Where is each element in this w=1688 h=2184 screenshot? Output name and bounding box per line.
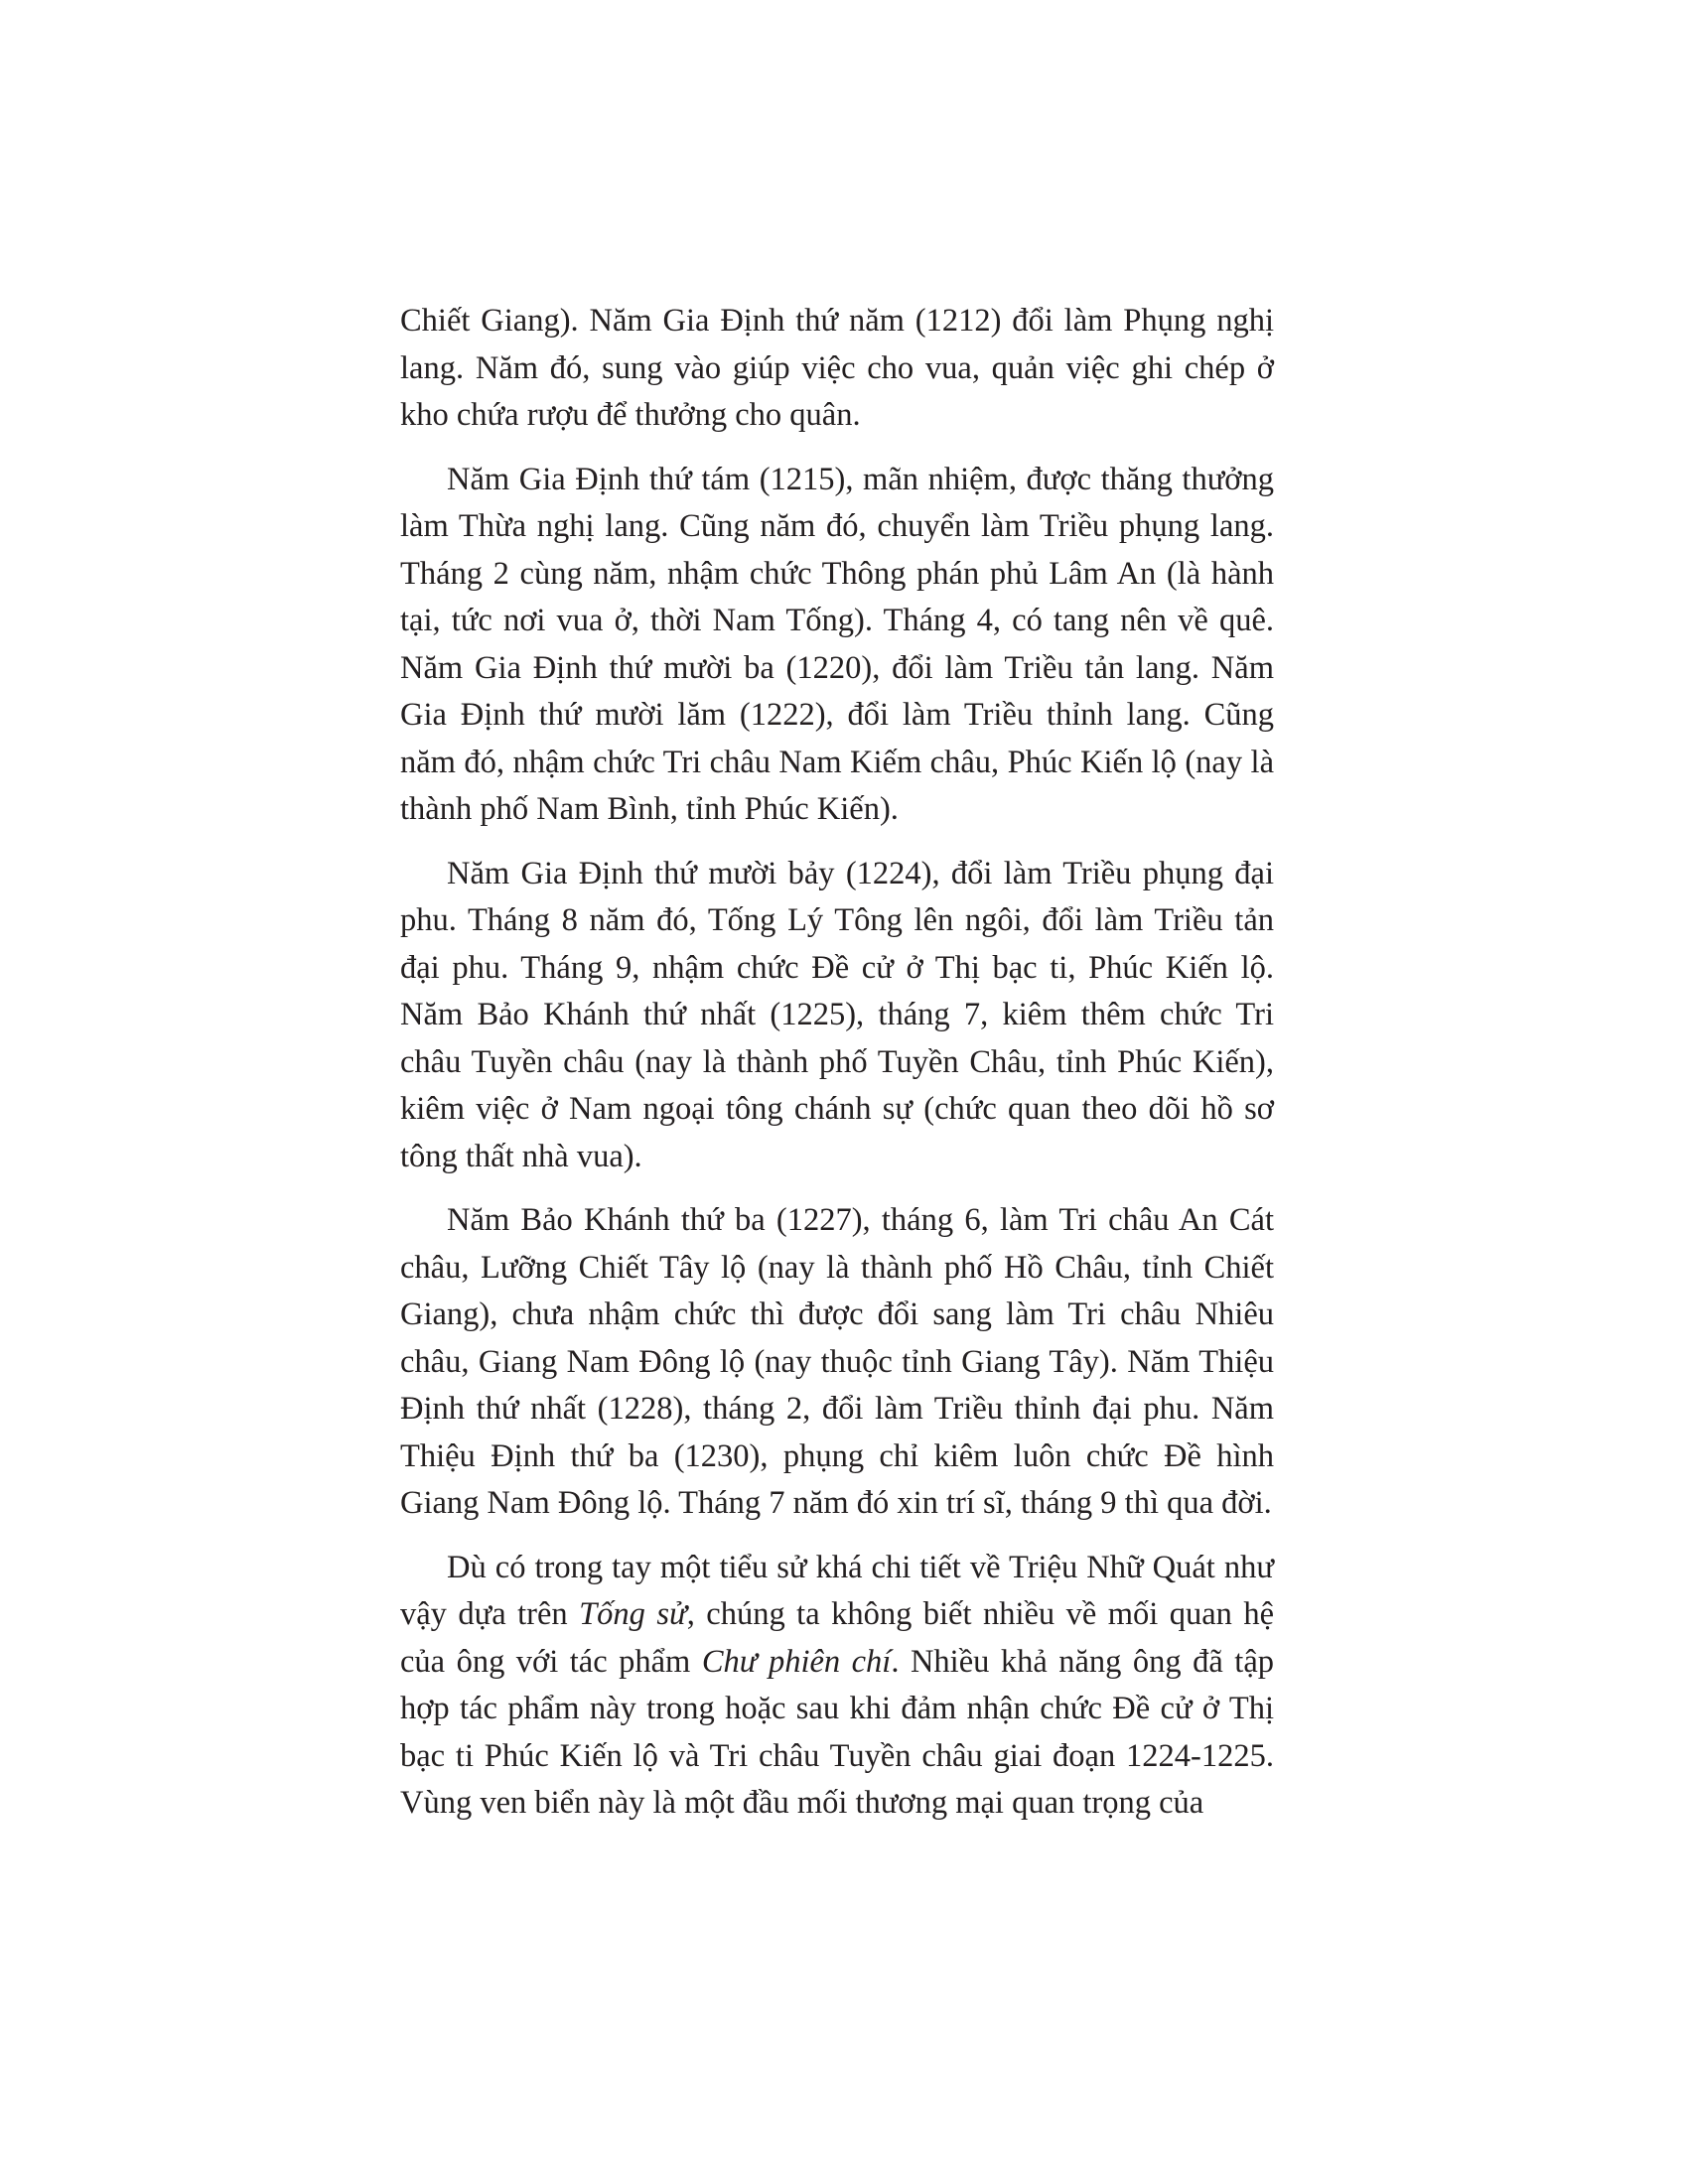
book-title-chu-phien-chi: Chư phiên chí (701, 1643, 892, 1680)
paragraph-2 (400, 457, 1274, 834)
paragraph-5-text-a: Dù có trong tay một tiểu sử khá chi tiết về Triệu Nhữ Quát như vậy dựa trên (400, 1549, 1274, 1632)
page-body (400, 298, 1274, 1828)
paragraph-2-text: Năm Gia Định thứ tám (1215), mãn nhiệm, được thăng thưởng làm Thừa nghị lang. Cũng năm đó, chuyển làm Triều phụng lang. Tháng 2 cùng năm, nhậm chức Thông phán phủ Lâm An (là hành tại, tức nơi vua ở, thời Nam Tống). Tháng 4, có tang nên về quê. Năm Gia Định thứ mười ba (1220), đổi làm Triều tản lang. Năm Gia Định thứ mười lăm (1222), đổi làm Triều thỉnh lang. Cũng năm đó, nhậm chức Tri châu Nam Kiếm châu, Phúc Kiến lộ (nay là thành phố Nam Bình, tỉnh Phúc Kiến). (400, 461, 1274, 827)
paragraph-3-text: Năm Gia Định thứ mười bảy (1224), đổi làm Triều phụng đại phu. Tháng 8 năm đó, Tống Lý Tông lên ngôi, đổi làm Triều tản đại phu. Tháng 9, nhậm chức Đề cử ở Thị bạc ti, Phúc Kiến lộ. Năm Bảo Khánh thứ nhất (1225), tháng 7, kiêm thêm chức Tri châu Tuyền châu (nay là thành phố Tuyền Châu, tỉnh Phúc Kiến), kiêm việc ở Nam ngoại tông chánh sự (chức quan theo dõi hồ sơ tông thất nhà vua). (400, 855, 1274, 1174)
paragraph-5 (400, 1545, 1274, 1828)
paragraph-1 (400, 298, 1274, 440)
paragraph-1-text: Chiết Giang). Năm Gia Định thứ năm (1212) đổi làm Phụng nghị lang. Năm đó, sung vào giúp việc cho vua, quản việc ghi chép ở kho chứa rượu để thưởng cho quân. (400, 303, 1274, 433)
paragraph-3 (400, 851, 1274, 1181)
book-title-tong-su: Tống sử (579, 1596, 687, 1632)
paragraph-5-text-c: . Nhiều khả năng ông đã tập hợp tác phẩm này trong hoặc sau khi đảm nhận chức Đề cử ở Thị bạc ti Phúc Kiến lộ và Tri châu Tuyền châu giai đoạn 1224-1225. Vùng ven biển này là một đầu mối thương mại quan trọng của (400, 1643, 1275, 1821)
paragraph-4 (400, 1197, 1274, 1528)
paragraph-5-text-b: , chúng ta không biết nhiều về mối quan hệ của ông với tác phẩm (400, 1596, 1275, 1680)
paragraph-4-text: Năm Bảo Khánh thứ ba (1227), tháng 6, làm Tri châu An Cát châu, Lưỡng Chiết Tây lộ (nay là thành phố Hồ Châu, tỉnh Chiết Giang), chưa nhậm chức thì được đổi sang làm Tri châu Nhiêu châu, Giang Nam Đông lộ (nay thuộc tỉnh Giang Tây). Năm Thiệu Định thứ nhất (1228), tháng 2, đổi làm Triều thỉnh đại phu. Năm Thiệu Định thứ ba (1230), phụng chỉ kiêm luôn chức Đề hình Giang Nam Đông lộ. Tháng 7 năm đó xin trí sĩ, tháng 9 thì qua đời. (400, 1202, 1274, 1521)
